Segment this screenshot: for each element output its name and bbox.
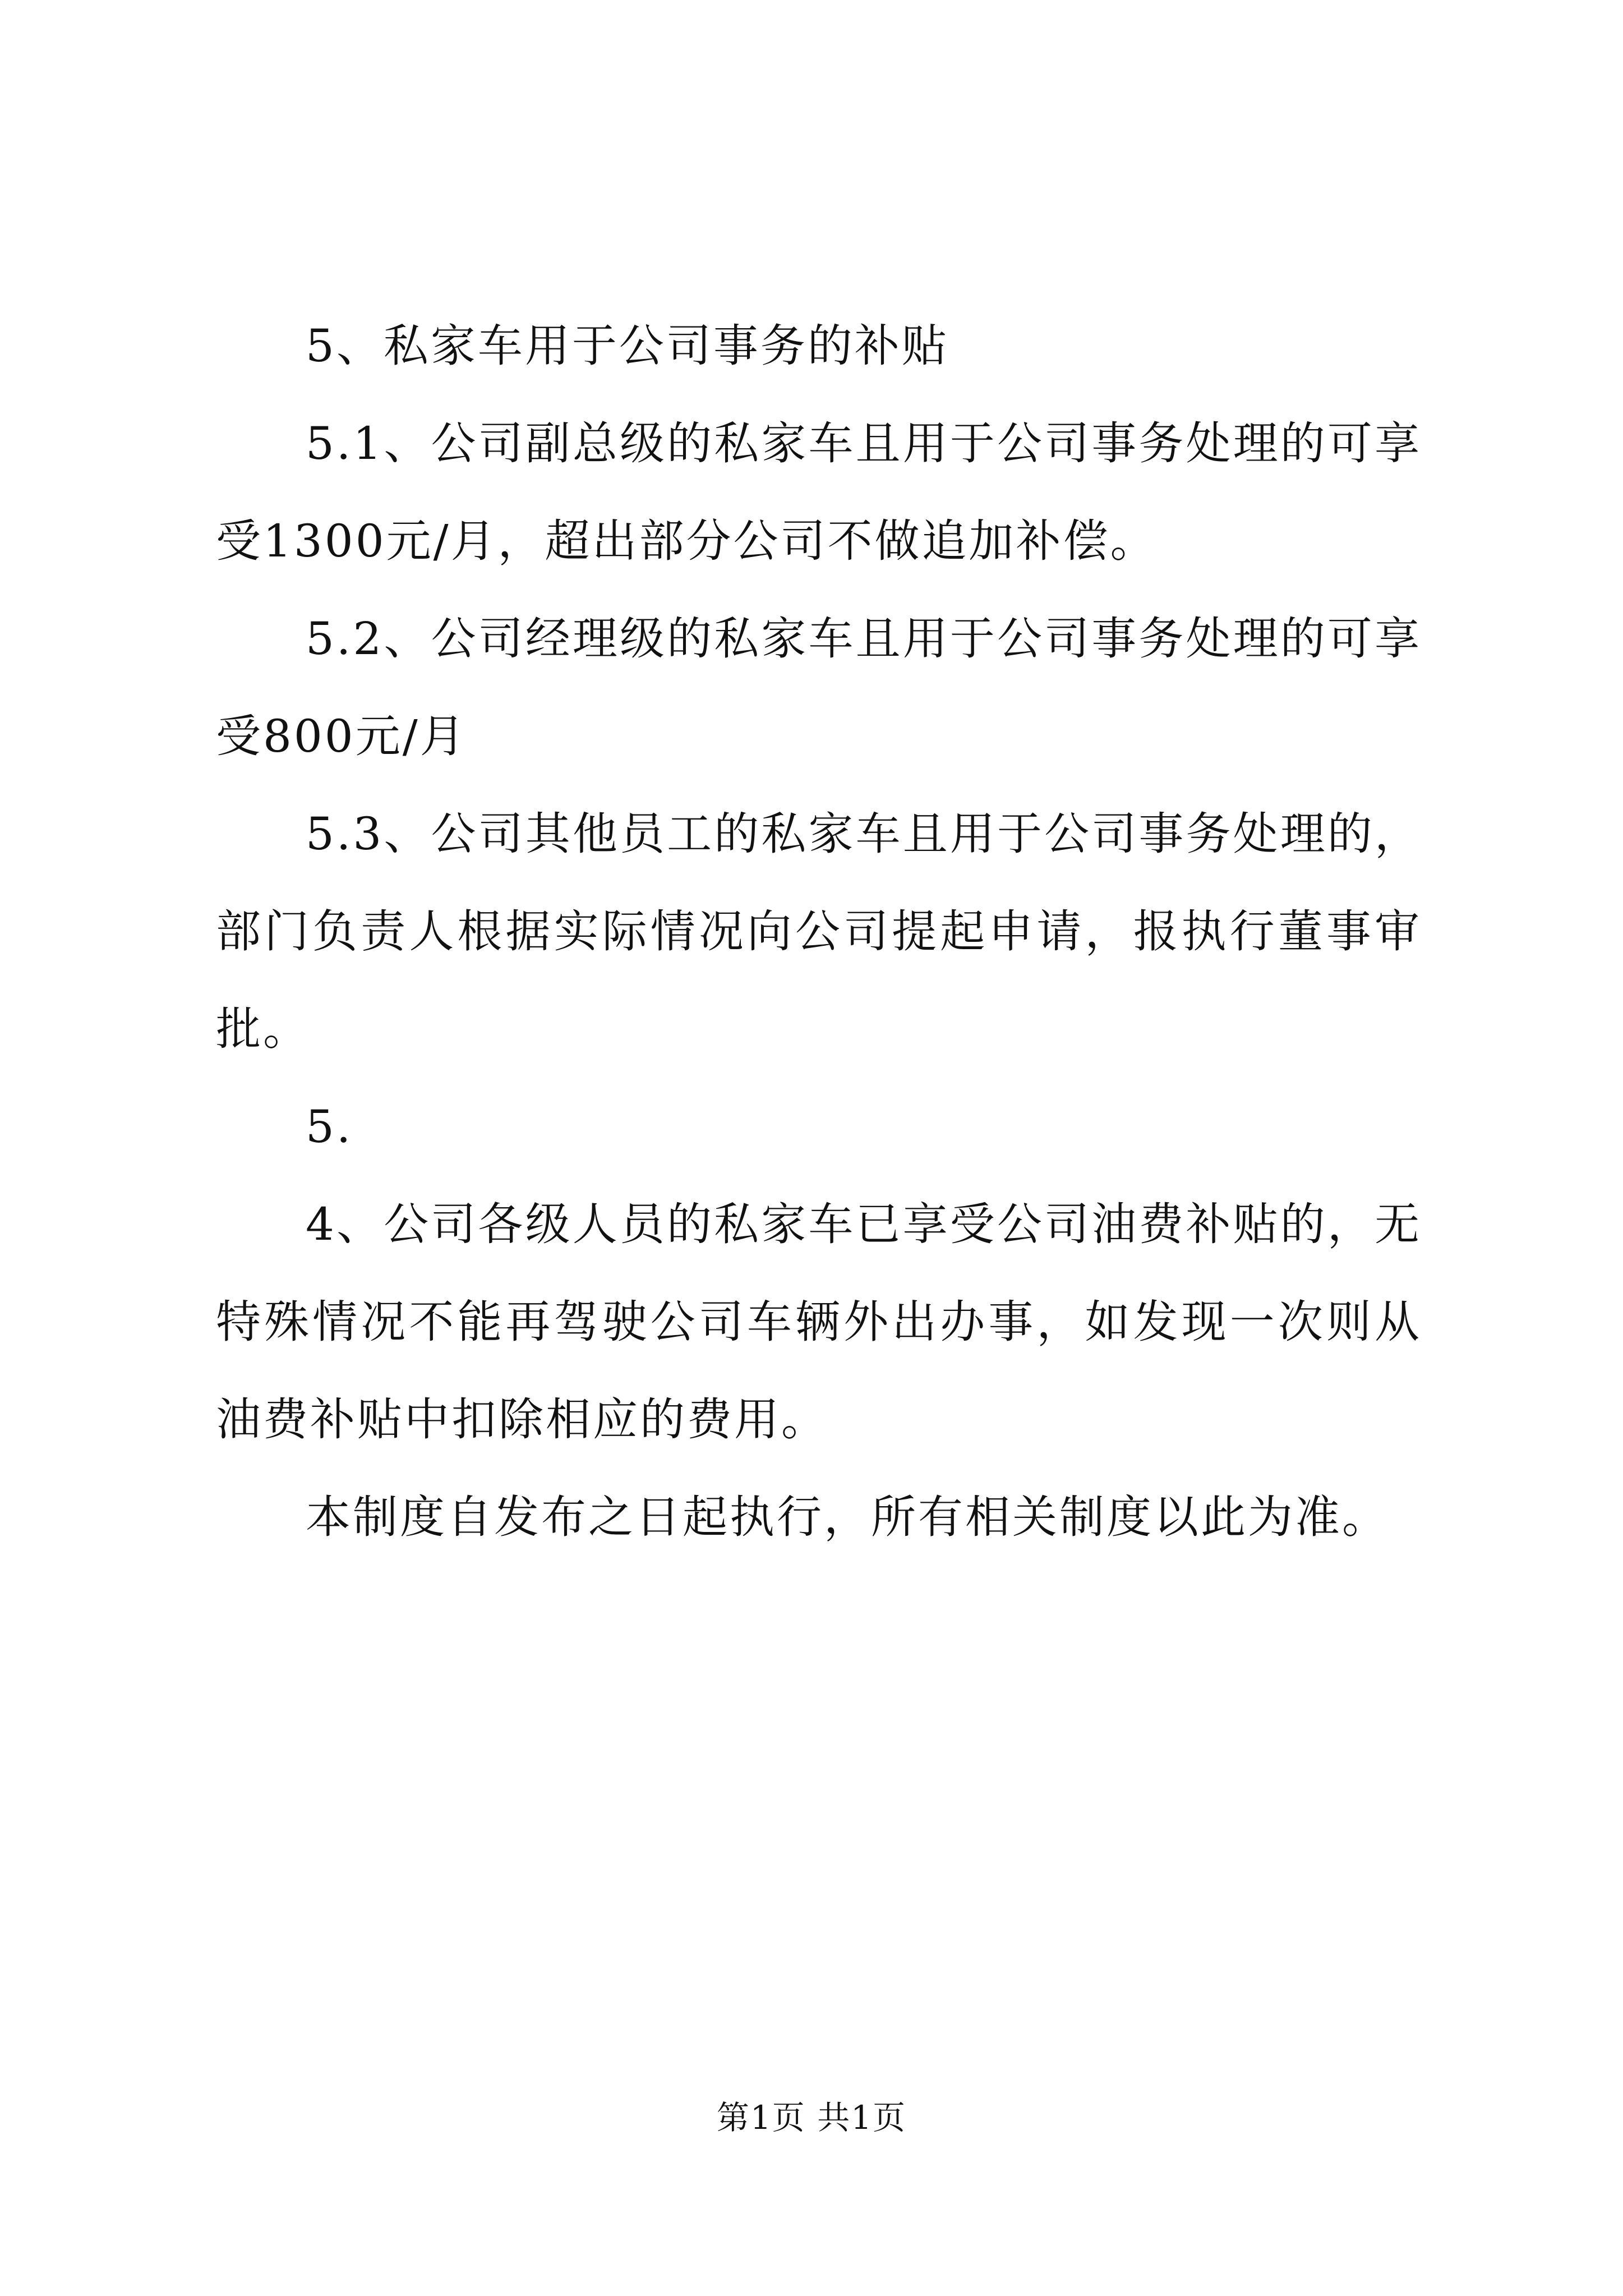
- document-body: [216, 297, 1422, 1566]
- paragraph-5-3: 5.3、公司其他员工的私家车且用于公司事务处理的，部门负责人根据实际情况向公司提起申请，报执行董事审批。: [216, 808, 1422, 1055]
- paragraph-5-4: 4、公司各级人员的私家车已享受公司油费补贴的，无特殊情况不能再驾驶公司车辆外出办事，如发现一次则从油费补贴中扣除相应的费用。: [216, 1198, 1422, 1446]
- paragraph-5-1: 5.1、公司副总级的私家车且用于公司事务处理的可享受1300元/月，超出部分公司不做追加补偿。: [216, 417, 1422, 567]
- paragraph-section-5-heading: 5、私家车用于公司事务的补贴: [306, 320, 949, 372]
- page-footer: 第1页 共1页: [716, 2099, 907, 2137]
- paragraph-effective-date: 本制度自发布之日起执行，所有相关制度以此为准。: [306, 1491, 1389, 1543]
- paragraph-5-dangling: 5.: [306, 1101, 353, 1153]
- paragraph-5-2: 5.2、公司经理级的私家车且用于公司事务处理的可享受800元/月: [216, 613, 1422, 762]
